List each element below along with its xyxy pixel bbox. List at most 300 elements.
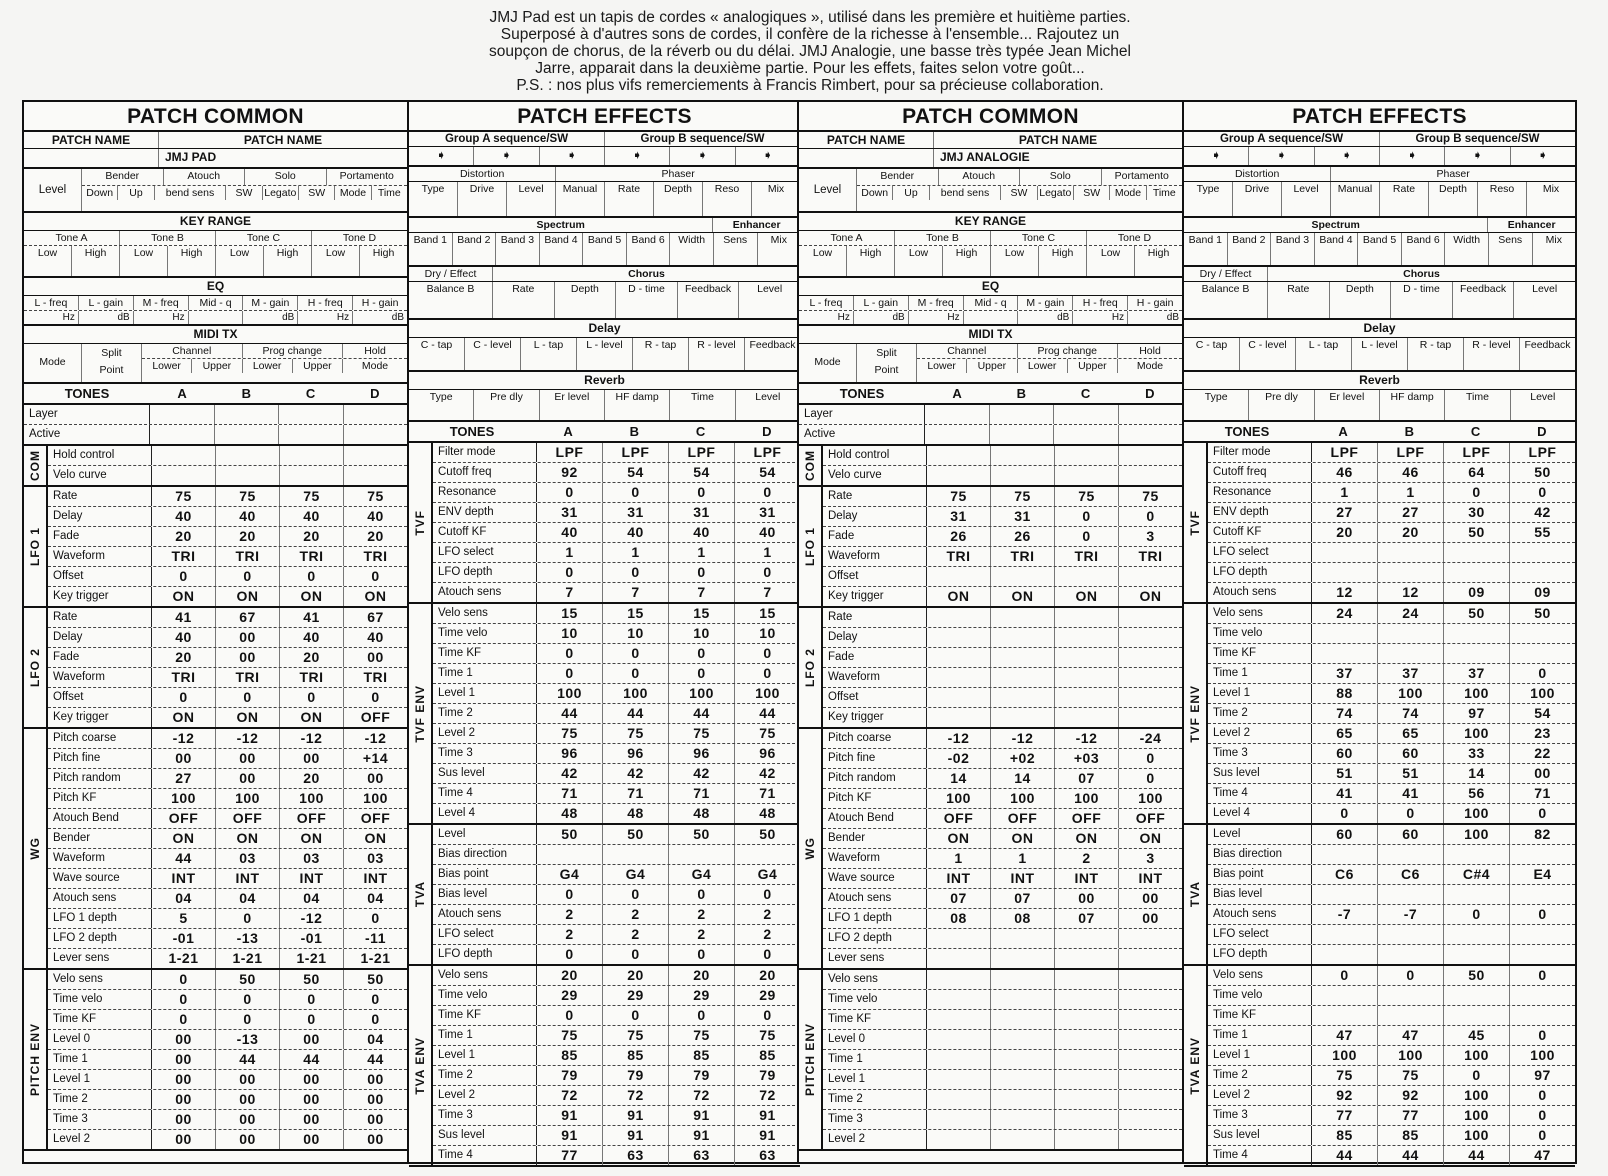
param-value-a[interactable]: 24 xyxy=(1312,604,1378,623)
param-value-a[interactable]: 0 xyxy=(152,990,216,1009)
param-value-b[interactable]: 0 xyxy=(603,1006,669,1025)
param-value-c[interactable]: TRI xyxy=(1055,547,1119,566)
param-value-b[interactable]: 67 xyxy=(216,608,280,627)
param-value-d[interactable]: -24 xyxy=(1139,730,1162,746)
param-value-a[interactable]: 27 xyxy=(152,769,216,788)
param-value-b[interactable]: 91 xyxy=(603,1106,669,1125)
param-value-c[interactable]: 100 xyxy=(1055,789,1119,808)
param-value-b[interactable]: -13 xyxy=(216,929,280,948)
param-value-d[interactable]: 0 xyxy=(1538,1107,1547,1123)
param-value-d[interactable]: 20 xyxy=(367,528,384,544)
param-value-b[interactable]: ON xyxy=(991,587,1055,606)
param-value-a[interactable]: 0 xyxy=(537,945,603,964)
param-value-c[interactable]: 44 xyxy=(280,1050,344,1069)
param-value-a[interactable] xyxy=(1312,986,1378,1005)
param-value-d[interactable]: TRI xyxy=(363,548,388,564)
param-value-a[interactable]: 07 xyxy=(927,889,991,908)
param-value-c[interactable]: 20 xyxy=(669,966,735,985)
param-value-b[interactable]: 00 xyxy=(216,1090,280,1109)
param-value-a[interactable] xyxy=(1312,885,1378,904)
param-value-b[interactable]: 1-21 xyxy=(216,949,280,968)
param-value-d[interactable] xyxy=(344,425,408,444)
param-value-b[interactable]: 47 xyxy=(1378,1026,1444,1045)
param-value-c[interactable] xyxy=(1444,885,1510,904)
param-value-c[interactable]: 100 xyxy=(669,684,735,703)
param-value-a[interactable]: 2 xyxy=(537,925,603,944)
param-value-b[interactable]: 50 xyxy=(216,970,280,989)
patch-name-value[interactable]: JMJ PAD xyxy=(165,150,217,164)
param-value-a[interactable]: 00 xyxy=(152,1030,216,1049)
param-value-b[interactable] xyxy=(991,708,1055,727)
param-value-d[interactable] xyxy=(1510,543,1575,562)
param-value-b[interactable] xyxy=(1378,644,1444,663)
param-value-a[interactable]: 0 xyxy=(1312,966,1378,985)
param-value-d[interactable]: 54 xyxy=(759,464,776,480)
param-value-d[interactable] xyxy=(1510,563,1575,582)
param-value-d[interactable]: 79 xyxy=(759,1067,776,1083)
param-value-c[interactable] xyxy=(280,446,344,465)
param-value-b[interactable] xyxy=(991,628,1055,647)
param-value-d[interactable]: 0 xyxy=(763,564,772,580)
param-value-a[interactable]: 00 xyxy=(152,1130,216,1149)
param-value-a[interactable]: 44 xyxy=(1312,1146,1378,1165)
param-value-c[interactable] xyxy=(1444,543,1510,562)
param-value-c[interactable]: 7 xyxy=(669,583,735,602)
param-value-c[interactable] xyxy=(1055,929,1119,948)
param-value-d[interactable] xyxy=(1119,405,1183,424)
param-value-b[interactable]: OFF xyxy=(991,809,1055,828)
param-value-a[interactable] xyxy=(927,688,991,707)
param-value-b[interactable]: 79 xyxy=(603,1066,669,1085)
param-value-c[interactable]: C#4 xyxy=(1444,865,1510,884)
param-value-c[interactable]: 45 xyxy=(1444,1026,1510,1045)
param-value-c[interactable]: 75 xyxy=(669,724,735,743)
param-value-b[interactable] xyxy=(991,446,1055,465)
param-value-d[interactable]: 0 xyxy=(1146,508,1155,524)
param-value-d[interactable] xyxy=(1119,567,1182,586)
param-value-a[interactable]: 75 xyxy=(537,1026,603,1045)
param-value-a[interactable]: 44 xyxy=(537,704,603,723)
param-value-c[interactable]: 0 xyxy=(669,483,735,502)
param-value-b[interactable]: 00 xyxy=(216,749,280,768)
param-value-c[interactable]: 37 xyxy=(1444,664,1510,683)
param-value-d[interactable]: 71 xyxy=(759,785,776,801)
param-value-b[interactable] xyxy=(1378,1006,1444,1025)
param-value-b[interactable] xyxy=(991,1070,1055,1089)
param-value-c[interactable]: 2 xyxy=(669,925,735,944)
param-value-c[interactable]: 41 xyxy=(280,608,344,627)
param-value-b[interactable] xyxy=(991,466,1055,485)
param-value-a[interactable]: 0 xyxy=(537,1006,603,1025)
param-value-b[interactable]: 08 xyxy=(991,909,1055,928)
param-value-b[interactable]: 31 xyxy=(603,503,669,522)
param-value-c[interactable]: OFF xyxy=(1055,809,1119,828)
param-value-b[interactable]: 0 xyxy=(216,1010,280,1029)
param-value-c[interactable] xyxy=(1055,567,1119,586)
param-value-d[interactable] xyxy=(1119,970,1182,989)
param-value-b[interactable]: -12 xyxy=(216,729,280,748)
param-value-b[interactable]: C6 xyxy=(1378,865,1444,884)
param-value-d[interactable]: 100 xyxy=(1530,1047,1555,1063)
param-value-b[interactable]: 20 xyxy=(1378,523,1444,542)
param-value-b[interactable] xyxy=(990,405,1055,424)
param-value-a[interactable]: 10 xyxy=(537,624,603,643)
param-value-b[interactable]: 96 xyxy=(603,744,669,763)
param-value-a[interactable]: 71 xyxy=(537,784,603,803)
param-value-c[interactable] xyxy=(1055,446,1119,465)
param-value-d[interactable] xyxy=(1119,466,1182,485)
param-value-b[interactable]: 92 xyxy=(1378,1086,1444,1105)
param-value-d[interactable] xyxy=(1510,845,1575,864)
param-value-b[interactable]: 54 xyxy=(603,463,669,482)
param-value-c[interactable] xyxy=(279,405,344,424)
param-value-c[interactable]: 54 xyxy=(669,463,735,482)
param-value-d[interactable]: 50 xyxy=(759,826,776,842)
param-value-b[interactable]: 51 xyxy=(1378,764,1444,783)
param-value-d[interactable]: 97 xyxy=(1534,1067,1551,1083)
param-value-c[interactable]: 40 xyxy=(280,628,344,647)
param-value-d[interactable]: 10 xyxy=(759,625,776,641)
param-value-a[interactable] xyxy=(927,648,991,667)
param-value-a[interactable]: 37 xyxy=(1312,664,1378,683)
param-value-d[interactable]: 0 xyxy=(371,991,380,1007)
param-value-d[interactable]: 75 xyxy=(759,725,776,741)
param-value-d[interactable]: 3 xyxy=(1146,850,1155,866)
param-value-a[interactable] xyxy=(1312,624,1378,643)
param-value-b[interactable]: INT xyxy=(991,869,1055,888)
param-value-b[interactable] xyxy=(1378,563,1444,582)
param-value-b[interactable]: TRI xyxy=(991,547,1055,566)
param-value-a[interactable]: INT xyxy=(152,869,216,888)
param-value-a[interactable]: 0 xyxy=(152,567,216,586)
param-value-a[interactable]: 20 xyxy=(152,527,216,546)
param-value-c[interactable]: INT xyxy=(1055,869,1119,888)
param-value-b[interactable] xyxy=(991,929,1055,948)
param-value-c[interactable]: 50 xyxy=(669,825,735,844)
param-value-c[interactable]: 15 xyxy=(669,604,735,623)
param-value-b[interactable]: 26 xyxy=(991,527,1055,546)
param-value-a[interactable]: -01 xyxy=(152,929,216,948)
param-value-a[interactable]: TRI xyxy=(152,668,216,687)
param-value-d[interactable]: 0 xyxy=(763,1007,772,1023)
param-value-d[interactable]: 42 xyxy=(1534,504,1551,520)
param-value-b[interactable]: 0 xyxy=(216,688,280,707)
param-value-d[interactable]: TRI xyxy=(363,669,388,685)
param-value-c[interactable]: 0 xyxy=(669,945,735,964)
param-value-b[interactable]: 29 xyxy=(603,986,669,1005)
param-value-a[interactable]: -12 xyxy=(927,729,991,748)
param-value-a[interactable]: 50 xyxy=(537,825,603,844)
param-value-a[interactable]: 0 xyxy=(537,644,603,663)
param-value-d[interactable]: 40 xyxy=(759,524,776,540)
param-value-b[interactable]: 12 xyxy=(1378,583,1444,602)
param-value-b[interactable]: 0 xyxy=(603,563,669,582)
param-value-c[interactable]: 2 xyxy=(1055,849,1119,868)
param-value-a[interactable]: 20 xyxy=(152,648,216,667)
param-value-b[interactable] xyxy=(603,845,669,864)
param-value-b[interactable]: TRI xyxy=(216,668,280,687)
param-value-b[interactable]: LPF xyxy=(603,443,669,462)
param-value-a[interactable] xyxy=(927,990,991,1009)
param-value-c[interactable] xyxy=(1055,608,1119,627)
param-value-d[interactable]: 91 xyxy=(759,1127,776,1143)
param-value-d[interactable]: 0 xyxy=(763,645,772,661)
param-value-b[interactable]: 00 xyxy=(216,648,280,667)
param-value-a[interactable]: 00 xyxy=(152,1050,216,1069)
param-value-a[interactable] xyxy=(152,446,216,465)
param-value-a[interactable]: 60 xyxy=(1312,825,1378,844)
param-value-b[interactable]: 27 xyxy=(1378,503,1444,522)
param-value-a[interactable]: 00 xyxy=(152,1110,216,1129)
param-value-a[interactable]: 0 xyxy=(537,664,603,683)
param-value-d[interactable]: 100 xyxy=(363,790,388,806)
param-value-c[interactable]: 0 xyxy=(669,885,735,904)
param-value-c[interactable]: -12 xyxy=(1055,729,1119,748)
param-value-d[interactable]: 67 xyxy=(367,609,384,625)
param-value-c[interactable]: 40 xyxy=(280,507,344,526)
param-value-a[interactable]: C6 xyxy=(1312,865,1378,884)
param-value-b[interactable] xyxy=(1378,543,1444,562)
param-value-a[interactable]: 20 xyxy=(1312,523,1378,542)
param-value-b[interactable]: 00 xyxy=(216,1070,280,1089)
param-value-a[interactable]: 1-21 xyxy=(152,949,216,968)
param-value-a[interactable]: 100 xyxy=(152,789,216,808)
param-value-b[interactable]: 60 xyxy=(1378,744,1444,763)
param-value-c[interactable] xyxy=(1055,688,1119,707)
param-value-b[interactable]: 24 xyxy=(1378,604,1444,623)
param-value-c[interactable]: 0 xyxy=(280,688,344,707)
param-value-d[interactable] xyxy=(1119,1010,1182,1029)
param-value-d[interactable]: 50 xyxy=(367,971,384,987)
param-value-d[interactable]: OFF xyxy=(360,709,391,725)
param-value-c[interactable]: 00 xyxy=(280,1090,344,1109)
param-value-b[interactable] xyxy=(991,949,1055,968)
param-value-c[interactable] xyxy=(1444,986,1510,1005)
param-value-c[interactable]: 44 xyxy=(1444,1146,1510,1165)
param-value-a[interactable]: 0 xyxy=(152,1010,216,1029)
param-value-a[interactable] xyxy=(927,668,991,687)
param-value-c[interactable]: 48 xyxy=(669,804,735,823)
param-value-b[interactable]: 7 xyxy=(603,583,669,602)
param-value-a[interactable]: 14 xyxy=(927,769,991,788)
param-value-d[interactable]: OFF xyxy=(360,810,391,826)
param-value-c[interactable]: 85 xyxy=(669,1046,735,1065)
param-value-d[interactable]: INT xyxy=(1138,870,1163,886)
param-value-a[interactable]: 60 xyxy=(1312,744,1378,763)
param-value-a[interactable]: ON xyxy=(152,587,216,606)
param-value-d[interactable]: 100 xyxy=(1138,790,1163,806)
param-value-d[interactable]: 00 xyxy=(1142,910,1159,926)
param-value-c[interactable]: 79 xyxy=(669,1066,735,1085)
param-value-a[interactable]: ON xyxy=(152,708,216,727)
param-value-c[interactable]: OFF xyxy=(280,809,344,828)
param-value-d[interactable]: 40 xyxy=(367,629,384,645)
param-value-d[interactable]: TRI xyxy=(1138,548,1163,564)
param-value-a[interactable]: 31 xyxy=(927,507,991,526)
param-value-d[interactable] xyxy=(735,845,800,864)
param-value-c[interactable]: ON xyxy=(280,708,344,727)
param-value-d[interactable] xyxy=(1119,446,1182,465)
param-value-c[interactable] xyxy=(1444,845,1510,864)
param-value-d[interactable]: 0 xyxy=(1538,665,1547,681)
param-value-d[interactable] xyxy=(1510,885,1575,904)
param-value-b[interactable] xyxy=(991,1130,1055,1149)
param-value-d[interactable] xyxy=(1119,648,1182,667)
param-value-a[interactable]: 26 xyxy=(927,527,991,546)
param-value-b[interactable]: 0 xyxy=(603,885,669,904)
param-value-c[interactable]: TRI xyxy=(280,547,344,566)
param-value-c[interactable]: 42 xyxy=(669,764,735,783)
param-value-c[interactable]: 10 xyxy=(669,624,735,643)
param-value-c[interactable] xyxy=(1444,624,1510,643)
param-value-b[interactable] xyxy=(991,1050,1055,1069)
param-value-d[interactable]: 54 xyxy=(1534,705,1551,721)
param-value-a[interactable] xyxy=(152,466,216,485)
param-value-d[interactable]: 96 xyxy=(759,745,776,761)
param-value-a[interactable]: -7 xyxy=(1312,905,1378,924)
param-value-b[interactable]: 48 xyxy=(603,804,669,823)
param-value-a[interactable]: 0 xyxy=(1312,804,1378,823)
param-value-a[interactable]: 0 xyxy=(537,885,603,904)
param-value-d[interactable] xyxy=(1510,644,1575,663)
param-value-b[interactable] xyxy=(991,1010,1055,1029)
param-value-b[interactable]: 100 xyxy=(216,789,280,808)
param-value-d[interactable]: 0 xyxy=(1146,750,1155,766)
param-value-b[interactable] xyxy=(215,425,280,444)
param-value-c[interactable]: 64 xyxy=(1444,463,1510,482)
param-value-b[interactable]: OFF xyxy=(216,809,280,828)
param-value-c[interactable]: LPF xyxy=(1444,443,1510,462)
param-value-b[interactable]: 0 xyxy=(216,990,280,1009)
param-value-d[interactable]: 44 xyxy=(367,1051,384,1067)
param-value-d[interactable]: 2 xyxy=(763,926,772,942)
param-value-c[interactable]: +03 xyxy=(1055,749,1119,768)
param-value-a[interactable]: ON xyxy=(927,587,991,606)
param-value-c[interactable]: 29 xyxy=(669,986,735,1005)
param-value-a[interactable] xyxy=(925,405,990,424)
param-value-d[interactable]: 00 xyxy=(367,1131,384,1147)
param-value-c[interactable] xyxy=(1055,1010,1119,1029)
param-value-d[interactable]: 100 xyxy=(755,685,780,701)
param-value-d[interactable]: 75 xyxy=(367,488,384,504)
param-value-d[interactable]: 50 xyxy=(1534,605,1551,621)
param-value-b[interactable]: +02 xyxy=(991,749,1055,768)
param-value-b[interactable]: 75 xyxy=(991,487,1055,506)
param-value-a[interactable]: 100 xyxy=(1312,1046,1378,1065)
param-value-a[interactable]: 0 xyxy=(537,563,603,582)
param-value-a[interactable] xyxy=(1312,1006,1378,1025)
param-value-c[interactable] xyxy=(1055,648,1119,667)
param-value-b[interactable]: ON xyxy=(216,708,280,727)
param-value-b[interactable]: ON xyxy=(216,829,280,848)
param-value-d[interactable]: 00 xyxy=(1142,890,1159,906)
param-value-b[interactable] xyxy=(1378,945,1444,964)
param-value-b[interactable]: 1 xyxy=(603,543,669,562)
param-value-d[interactable]: 0 xyxy=(1538,906,1547,922)
param-value-c[interactable] xyxy=(1055,990,1119,1009)
param-value-d[interactable]: 00 xyxy=(367,1111,384,1127)
param-value-a[interactable] xyxy=(927,708,991,727)
param-value-d[interactable] xyxy=(1510,945,1575,964)
param-value-a[interactable] xyxy=(537,845,603,864)
param-value-c[interactable]: -12 xyxy=(280,909,344,928)
param-value-b[interactable] xyxy=(991,1030,1055,1049)
param-value-a[interactable]: 41 xyxy=(152,608,216,627)
param-value-a[interactable]: 74 xyxy=(1312,704,1378,723)
param-value-b[interactable]: 15 xyxy=(603,604,669,623)
param-value-a[interactable]: 48 xyxy=(537,804,603,823)
param-value-b[interactable]: 50 xyxy=(603,825,669,844)
param-value-b[interactable]: LPF xyxy=(1378,443,1444,462)
param-value-c[interactable]: 00 xyxy=(280,749,344,768)
param-value-c[interactable]: 0 xyxy=(1444,905,1510,924)
param-value-d[interactable]: 3 xyxy=(1146,528,1155,544)
param-value-a[interactable] xyxy=(1312,563,1378,582)
param-value-b[interactable]: 04 xyxy=(216,889,280,908)
param-value-b[interactable]: 00 xyxy=(216,1130,280,1149)
param-value-a[interactable] xyxy=(150,405,215,424)
param-value-a[interactable]: 85 xyxy=(1312,1126,1378,1145)
param-value-d[interactable]: ON xyxy=(1139,830,1162,846)
param-value-c[interactable]: ON xyxy=(1055,829,1119,848)
param-value-a[interactable] xyxy=(927,929,991,948)
param-value-c[interactable]: 04 xyxy=(280,889,344,908)
param-value-a[interactable]: 00 xyxy=(152,1070,216,1089)
param-value-a[interactable]: 0 xyxy=(537,483,603,502)
param-value-d[interactable] xyxy=(1119,425,1183,444)
param-value-d[interactable]: 75 xyxy=(1142,488,1159,504)
param-value-d[interactable]: 72 xyxy=(759,1087,776,1103)
param-value-a[interactable]: 75 xyxy=(152,487,216,506)
param-value-c[interactable]: 07 xyxy=(1055,909,1119,928)
param-value-a[interactable] xyxy=(1312,945,1378,964)
param-value-a[interactable]: 85 xyxy=(537,1046,603,1065)
param-value-d[interactable]: 40 xyxy=(367,508,384,524)
param-value-b[interactable] xyxy=(216,446,280,465)
param-value-d[interactable]: 23 xyxy=(1534,725,1551,741)
param-value-d[interactable] xyxy=(1119,1030,1182,1049)
param-value-b[interactable] xyxy=(991,567,1055,586)
param-value-c[interactable]: 96 xyxy=(669,744,735,763)
param-value-c[interactable]: 75 xyxy=(1055,487,1119,506)
param-value-c[interactable] xyxy=(1055,466,1119,485)
param-value-b[interactable]: 100 xyxy=(1378,1046,1444,1065)
param-value-d[interactable]: 04 xyxy=(367,890,384,906)
param-value-d[interactable] xyxy=(1119,628,1182,647)
param-value-c[interactable]: 30 xyxy=(1444,503,1510,522)
param-value-d[interactable] xyxy=(1119,1130,1182,1149)
param-value-d[interactable]: 47 xyxy=(1534,1147,1551,1163)
param-value-c[interactable] xyxy=(1054,405,1119,424)
param-value-a[interactable]: 92 xyxy=(1312,1086,1378,1105)
param-value-d[interactable]: 00 xyxy=(367,649,384,665)
param-value-b[interactable]: 03 xyxy=(216,849,280,868)
param-value-a[interactable]: 1 xyxy=(927,849,991,868)
param-value-b[interactable]: 44 xyxy=(1378,1146,1444,1165)
param-value-d[interactable]: INT xyxy=(363,870,388,886)
param-value-b[interactable] xyxy=(991,1090,1055,1109)
param-value-d[interactable]: 00 xyxy=(367,770,384,786)
param-value-d[interactable]: 03 xyxy=(367,850,384,866)
param-value-c[interactable]: 97 xyxy=(1444,704,1510,723)
param-value-a[interactable]: 00 xyxy=(152,1090,216,1109)
param-value-b[interactable]: 75 xyxy=(603,724,669,743)
param-value-a[interactable]: 2 xyxy=(537,905,603,924)
param-value-b[interactable]: 1 xyxy=(1378,483,1444,502)
param-value-d[interactable]: 15 xyxy=(759,605,776,621)
param-value-b[interactable]: 91 xyxy=(603,1126,669,1145)
param-value-c[interactable]: 0 xyxy=(280,1010,344,1029)
